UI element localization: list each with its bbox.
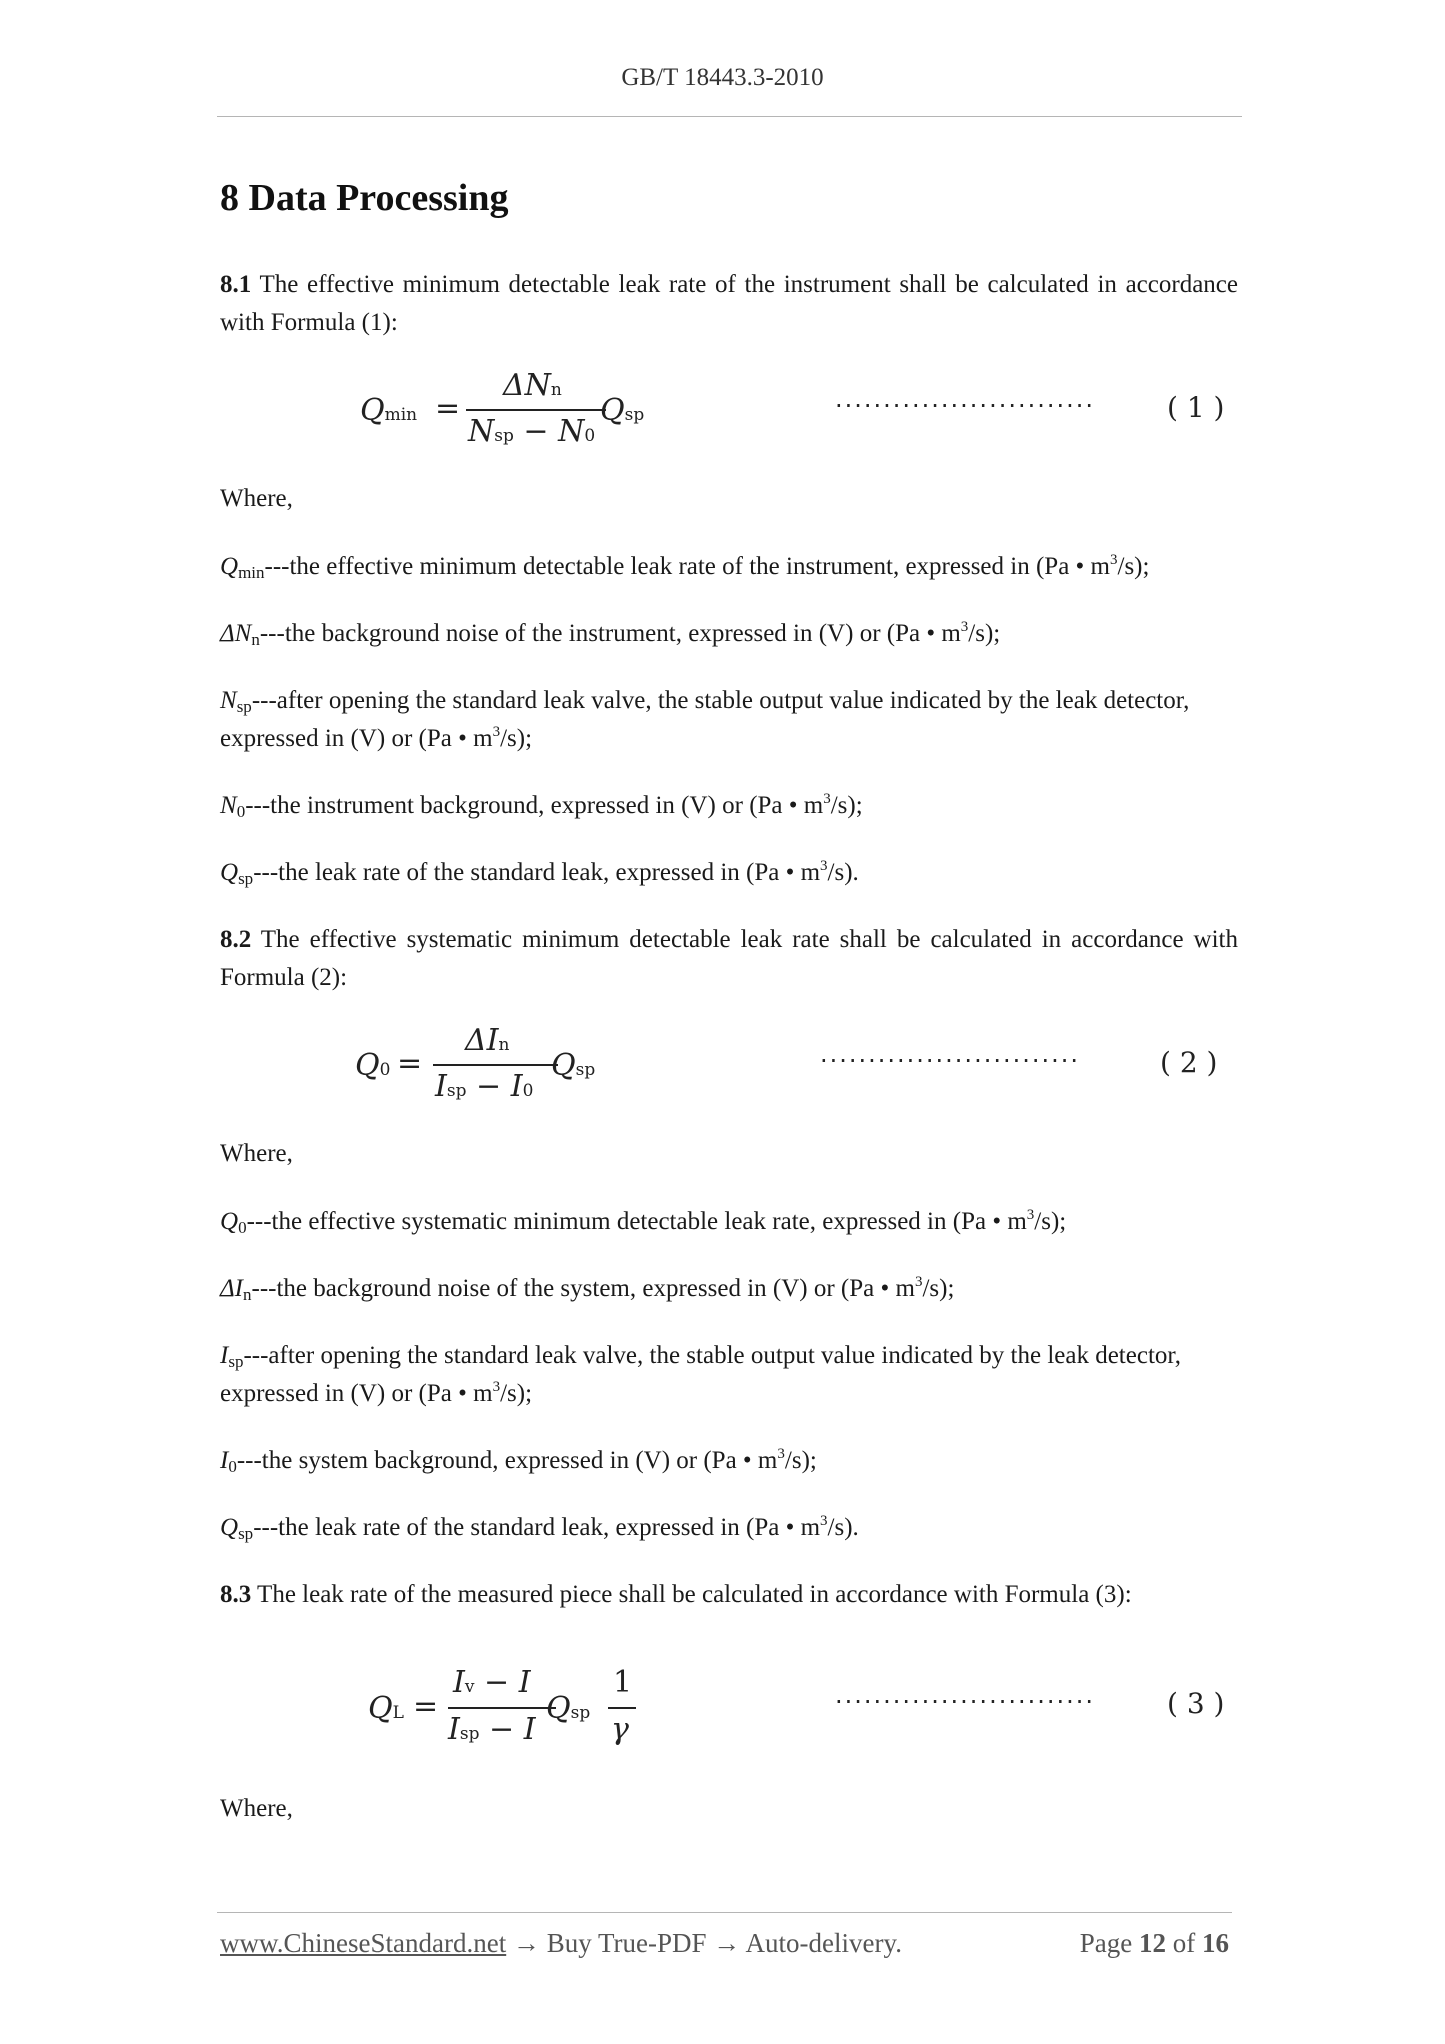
formula-operator: − <box>523 414 549 449</box>
definition-item <box>220 1442 1250 1480</box>
definition-subscript: sp <box>236 697 252 716</box>
formula-symbol: ΔI <box>465 1023 499 1058</box>
definition-text: ---the background noise of the instrument, expressed in (V) or (Pa • m <box>259 620 961 647</box>
paragraph-text: The leak rate of the measured piece shall be calculated in accordance with Formula (3): <box>251 1581 1132 1608</box>
superscript: 3 <box>914 1274 923 1290</box>
definition-text: ---the leak rate of the standard leak, expressed in (Pa • m <box>253 859 821 886</box>
formula-subscript: n <box>498 1035 510 1055</box>
paragraph-8-2 <box>220 921 1238 997</box>
definition-tail: /s); <box>922 1275 955 1302</box>
formula-1: Qmin = ΔNn Nsp − N0 Qsp <box>360 368 645 449</box>
formula-subscript: sp <box>446 1081 467 1101</box>
definition-item <box>220 1337 1250 1413</box>
formula-symbol: N <box>468 414 495 449</box>
formula-operator: − <box>484 1665 510 1700</box>
formula-symbol: Q <box>360 393 385 428</box>
formula-subscript: 0 <box>379 1060 391 1080</box>
where-label: Where, <box>220 1140 293 1167</box>
formula-subscript: min <box>384 405 418 425</box>
definition-symbol: Q <box>220 1208 239 1235</box>
definition-text: ---the instrument background, expressed in (V) or (Pa • m <box>245 792 824 819</box>
definition-tail: /s); <box>500 725 533 752</box>
definition-symbol: Q <box>220 553 239 580</box>
formula-symbol: I <box>518 1665 531 1700</box>
definition-symbol: Q <box>220 859 239 886</box>
formula-symbol: I <box>435 1069 447 1104</box>
formula-operator: − <box>489 1712 515 1747</box>
formula-subscript: sp <box>575 1060 596 1080</box>
definition-item <box>220 1203 1250 1241</box>
leader-dots: ··························· <box>835 1688 1095 1716</box>
definition-item <box>220 548 1250 586</box>
formula-subscript: n <box>550 380 562 400</box>
leader-dots: ··························· <box>835 392 1095 420</box>
header-rule <box>217 116 1242 117</box>
definition-item <box>220 682 1250 758</box>
fraction-bar <box>608 1707 636 1709</box>
formula-symbol: N <box>558 414 585 449</box>
fraction-bar <box>433 1064 558 1066</box>
definition-item <box>220 615 1250 653</box>
delivery-text: Auto-delivery. <box>745 1928 902 1958</box>
where-label: Where, <box>220 1795 293 1822</box>
superscript: 3 <box>492 724 501 740</box>
definition-tail: /s). <box>827 859 859 886</box>
definition-subscript: sp <box>238 1524 254 1543</box>
page-indicator <box>1080 1928 1229 1959</box>
superscript: 3 <box>1026 1207 1035 1223</box>
formula-symbol: I <box>453 1665 465 1700</box>
definition-text: ---the system background, expressed in (V) or (Pa • m <box>236 1447 778 1474</box>
definition-text: ---the leak rate of the standard leak, expressed in (Pa • m <box>253 1514 821 1541</box>
formula-symbol: I <box>448 1712 460 1747</box>
paragraph-text: The effective minimum detectable leak rate of the instrument shall be calculated in accordance with Formula (1): <box>220 271 1238 336</box>
clause-number: 8.3 <box>220 1581 252 1608</box>
formula-subscript: 0 <box>584 426 596 446</box>
equation-number: ( 3 ) <box>1167 1687 1225 1720</box>
footer-rule <box>217 1912 1232 1913</box>
definition-tail: /s); <box>784 1447 817 1474</box>
formula-symbol: I <box>510 1069 523 1104</box>
clause-number: 8.2 <box>220 926 252 953</box>
definition-tail: /s). <box>827 1514 859 1541</box>
arrow-icon: → <box>706 1928 746 1958</box>
definition-text: ---the effective systematic minimum detectable leak rate, expressed in (Pa • m <box>246 1208 1027 1235</box>
equation-number: ( 2 ) <box>1160 1046 1218 1079</box>
formula-subscript: L <box>392 1703 404 1723</box>
definition-tail: /s); <box>968 620 1001 647</box>
where-label: Where, <box>220 485 293 512</box>
formula-symbol: ΔN <box>503 368 551 403</box>
definition-symbol: N <box>220 687 237 714</box>
definition-item <box>220 854 1250 892</box>
superscript: 3 <box>1110 552 1118 568</box>
footer-left <box>220 1928 902 1959</box>
page-label: Page <box>1079 1928 1139 1958</box>
formula-subscript: 0 <box>522 1081 534 1101</box>
fraction-bar <box>466 409 606 411</box>
paragraph-text: The effective systematic minimum detectable leak rate shall be calculated in accordance with Formula (2): <box>220 926 1238 991</box>
definition-text: ---the effective minimum detectable leak rate of the instrument, expressed in (Pa • m <box>264 553 1110 580</box>
formula-subscript: sp <box>570 1703 591 1723</box>
page-number: 12 <box>1139 1928 1166 1958</box>
definition-text: ---after opening the standard leak valve, the stable output value indicated by the leak detector, expressed in (V) or (Pa • m <box>220 1342 1181 1407</box>
formula-subscript: sp <box>459 1724 480 1744</box>
definition-subscript: n <box>251 630 260 649</box>
definition-subscript: 0 <box>228 1457 237 1476</box>
fraction-bar <box>448 1707 556 1709</box>
arrow-icon: → <box>506 1928 547 1958</box>
definition-symbol: I <box>220 1447 229 1474</box>
formula-operator: − <box>476 1069 502 1104</box>
formula-symbol: γ <box>611 1712 629 1747</box>
page-total: 16 <box>1202 1928 1229 1958</box>
formula-3: QL = Iv − I Isp − I Qsp 1 γ <box>368 1663 658 1763</box>
superscript: 3 <box>960 619 969 635</box>
equation-number: ( 1 ) <box>1167 391 1225 424</box>
of-label: of <box>1166 1928 1202 1958</box>
paragraph-8-1 <box>220 266 1238 342</box>
superscript: 3 <box>820 858 828 874</box>
superscript: 3 <box>823 791 831 807</box>
buy-text: Buy True-PDF <box>546 1928 707 1958</box>
formula-subscript: v <box>464 1677 475 1697</box>
page-header: GB/T 18443.3-2010 <box>621 64 824 91</box>
site-link[interactable]: www.ChineseStandard.net <box>220 1928 507 1958</box>
clause-number: 8.1 <box>220 271 252 298</box>
leader-dots: ··························· <box>820 1047 1080 1075</box>
definition-subscript: 0 <box>238 1218 247 1237</box>
formula-symbol: Q <box>368 1691 393 1726</box>
definition-symbol: I <box>220 1342 229 1369</box>
definition-tail: /s); <box>1117 553 1150 580</box>
formula-2: Q0 = ΔIn Isp − I0 Qsp <box>355 1023 596 1104</box>
definition-subscript: sp <box>238 869 254 888</box>
definition-tail: /s); <box>1034 1208 1067 1235</box>
definition-text: ---after opening the standard leak valve, the stable output value indicated by the leak detector, expressed in (V) or (Pa • m <box>220 687 1190 752</box>
definition-tail: /s); <box>830 792 863 819</box>
definition-tail: /s); <box>500 1380 533 1407</box>
superscript: 3 <box>777 1446 785 1462</box>
superscript: 3 <box>492 1379 501 1395</box>
formula-subscript: sp <box>494 426 514 446</box>
formula-number-one: 1 <box>613 1665 633 1700</box>
formula-symbol: I <box>523 1712 536 1747</box>
definition-item <box>220 1270 1250 1308</box>
formula-symbol: Q <box>355 1048 380 1083</box>
formula-symbol: Q <box>551 1048 576 1083</box>
definition-item <box>220 1509 1250 1547</box>
definition-subscript: n <box>243 1285 252 1304</box>
formula-symbol: Q <box>546 1691 571 1726</box>
definition-text: ---the background noise of the system, expressed in (V) or (Pa • m <box>251 1275 915 1302</box>
formula-subscript: sp <box>624 405 645 425</box>
definition-item <box>220 787 1250 825</box>
formula-symbol: Q <box>600 393 625 428</box>
definition-symbol: ΔI <box>220 1275 243 1302</box>
paragraph-8-3 <box>220 1576 1250 1614</box>
definition-symbol: Q <box>220 1514 239 1541</box>
section-title: 8 Data Processing <box>220 177 509 219</box>
definition-symbol: ΔN <box>220 620 252 647</box>
definition-subscript: min <box>238 563 265 582</box>
definition-subscript: 0 <box>236 802 246 821</box>
definition-symbol: N <box>220 792 237 819</box>
superscript: 3 <box>820 1513 828 1529</box>
definition-subscript: sp <box>228 1352 244 1371</box>
